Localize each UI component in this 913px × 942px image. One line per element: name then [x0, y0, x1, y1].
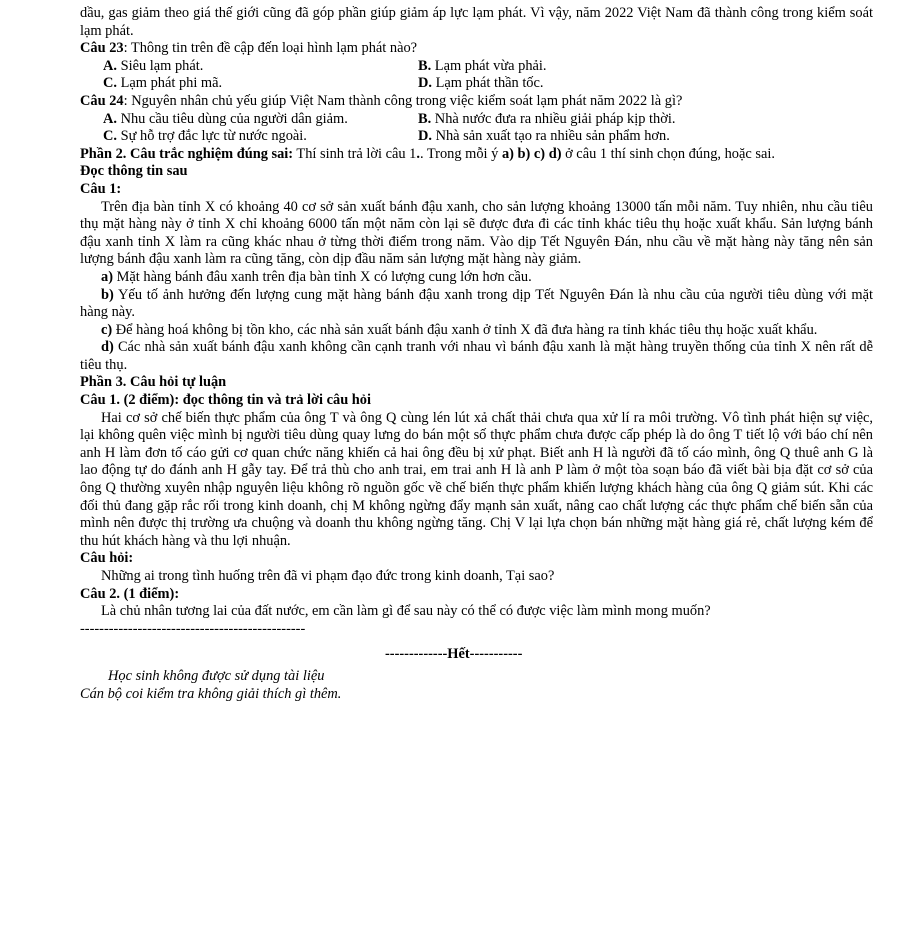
option-key: D.: [418, 128, 432, 145]
question-23-text: : Thông tin trên đề cập đến loại hình lạm phát nào?: [123, 40, 418, 57]
option-key: B.: [418, 110, 432, 127]
option-text: Nhà nước đưa ra nhiều giải pháp kịp thời.: [431, 110, 676, 127]
option-text: Lạm phát thần tốc.: [432, 75, 544, 92]
statement-key: d): [101, 339, 114, 356]
part-2-passage: Trên địa bàn tỉnh X có khoảng 40 cơ sở sản xuất bánh đậu xanh, cho sản lượng khoảng 13000 tấn mỗi năm. Tuy nhiên, nhu cầu tiêu thụ mặt hàng này ở tỉnh X chỉ khoảng 6000 tấn một năm còn lại sẽ được đưa đi các tỉnh khác tiêu thụ hoặc xuất khẩu. Sản lượng bánh đậu xanh tỉnh X làm ra cũng khác nhau ở từng thời điểm trong năm. Vào dịp Tết Nguyên Đán, nhu cầu về mặt hàng này tăng nên sản lượng bánh đậu xanh làm ra cũng tăng, còn dịp đầu năm sản lượng mặt hàng này giảm.: [80, 198, 873, 268]
option-key: C.: [103, 128, 117, 145]
part-3-question-2-heading: Câu 2. (1 điểm):: [80, 585, 180, 602]
option-text: Lạm phát vừa phải.: [431, 57, 547, 74]
q24-option-b[interactable]: [418, 111, 873, 129]
end-marker: -------------Hết-----------: [385, 646, 523, 663]
q23-option-a[interactable]: [80, 58, 418, 76]
option-text: Lạm phát phi mã.: [117, 75, 223, 92]
read-info-heading: Đọc thông tin sau: [80, 163, 188, 180]
q24-option-a[interactable]: [80, 111, 418, 129]
option-text: Sự hỗ trợ đắc lực từ nước ngoài.: [117, 128, 307, 145]
intro-paragraph: dầu, gas giảm theo giá thế giới cũng đã góp phần giúp giảm áp lực lạm phát. Vì vậy, năm 2022 Việt Nam đã thành công trong kiểm soát lạm phát.: [80, 5, 873, 39]
part-3-heading: Phần 3. Câu hỏi tự luận: [80, 374, 227, 391]
part-2-instr: Thí sinh trả lời câu 1: [293, 145, 417, 162]
footer-note-2: Cán bộ coi kiểm tra không giải thích gì thêm.: [80, 685, 342, 702]
q24-option-c[interactable]: [80, 128, 418, 146]
part-3-question-1-heading: Câu 1. (2 điểm): đọc thông tin và trả lời câu hỏi: [80, 392, 371, 409]
q23-options-row-1: [80, 58, 873, 76]
statement-b[interactable]: [80, 287, 873, 322]
part-2-heading: Phần 2. Câu trắc nghiệm đúng sai:: [80, 145, 294, 162]
statement-key: a): [101, 268, 113, 285]
statement-key: b): [101, 286, 114, 303]
part-2-abcd: a) b) c) d): [501, 145, 562, 162]
q23-option-c[interactable]: [80, 75, 418, 93]
statement-c[interactable]: [80, 322, 873, 340]
q24-options-row-1: [80, 111, 873, 129]
question-23-label: Câu 23: [80, 40, 124, 57]
statement-a[interactable]: [80, 269, 873, 287]
option-key: A.: [103, 110, 117, 127]
q23-options-row-2: [80, 75, 873, 93]
option-key: B.: [418, 57, 432, 74]
statement-key: c): [101, 321, 113, 338]
statement-d[interactable]: [80, 339, 873, 374]
part-2-instr: ở câu 1 thí sinh chọn đúng, hoặc sai.: [561, 145, 775, 162]
question-label: Câu hỏi:: [80, 550, 134, 567]
option-key: A.: [103, 57, 117, 74]
statement-text: Yếu tố ảnh hưởng đến lượng cung mặt hàng bánh đậu xanh trong dịp Tết Nguyên Đán là nhu cầu của người tiêu dùng với mặt hàng này.: [80, 286, 873, 321]
statement-text: Các nhà sản xuất bánh đậu xanh không cần cạnh tranh với nhau vì bánh đậu xanh là mặt hàng truyền thống của tỉnh X nên rất dễ tiêu thụ.: [80, 339, 873, 373]
question-23: [80, 40, 873, 58]
statement-text: Mặt hàng bánh đâu xanh trên địa bàn tỉnh X có lượng cung lớn hơn cầu.: [113, 268, 532, 285]
part-2-instr: . Trong mỗi ý: [419, 145, 502, 162]
q23-option-d[interactable]: [418, 75, 873, 93]
part-3-question-2-text: Là chủ nhân tương lai của đất nước, em cần làm gì để sau này có thể có được việc làm mình mong muốn?: [101, 603, 711, 620]
q24-options-row-2: [80, 128, 873, 146]
option-text: Nhu cầu tiêu dùng của người dân giảm.: [117, 110, 348, 127]
footer-note-1: Học sinh không được sử dụng tài liệu: [108, 667, 325, 684]
part-2-instructions: Phần 2. Câu trắc nghiệm đúng sai: Thí sinh trả lời câu 1.. Trong mỗi ý a) b) c) d) ở câu 1 thí sinh chọn đúng, hoặc sai.: [80, 145, 775, 162]
statement-text: Để hàng hoá không bị tồn kho, các nhà sản xuất bánh đậu xanh ở tỉnh X đã đưa hàng ra tỉnh khác tiêu thụ hoặc xuất khẩu.: [112, 321, 818, 338]
dashed-rule: -----------------------------------------------: [80, 620, 306, 637]
question-24: [80, 93, 873, 111]
option-key: D.: [418, 75, 432, 92]
part-3-passage: Hai cơ sở chế biến thực phẩm của ông T và ông Q cùng lén lút xả chất thải chưa qua xử lí ra môi trường. Vô tình phát hiện sự việc, lại không quên việc mình bị người tiêu dùng quay lưng do bán một số thực phẩm chưa được cấp phép là do ông T tiết lộ với báo chí nên anh H làm đơn tố cáo gửi cơ quan chức năng khiến cả hai ông đều bị xử phạt. Biết anh H là người đã tố cáo mình, ông Q thuê anh G là lao động tự do đánh anh H gẫy tay. Để trả thù cho anh trai, em trai anh H là anh P làm ở một tòa soạn báo đã viết bài bịa đặt cơ sở của ông Q thường xuyên nhập nguyên liệu không rõ nguồn gốc về chế biến thực phẩm khiến lượng khách hàng của ông Q giảm sút. Khi các đối thủ đang gặp rắc rối trong kinh doanh, chị M không ngừng đẩy mạnh sản xuất, nâng cao chất lượng các thực phẩm chế biến sẵn của mình nên được thị trường ưa chuộng và doanh thu không ngừng tăng. Chị V lại lựa chọn bán những mặt hàng giá rẻ, chất lượng kém để thu hút khách hàng và thu lợi nhuận.: [80, 409, 873, 549]
question-text: Những ai trong tình huống trên đã vi phạm đạo đức trong kinh doanh, Tại sao?: [101, 568, 555, 584]
option-text: Nhà sản xuất tạo ra nhiều sản phẩm hơn.: [432, 128, 670, 145]
exam-page: [80, 5, 873, 703]
q23-option-b[interactable]: [418, 58, 873, 76]
part-2-question-1-label: Câu 1:: [80, 180, 122, 197]
question-24-label: Câu 24: [80, 92, 124, 109]
q24-option-d[interactable]: [418, 128, 873, 146]
question-24-text: : Nguyên nhân chủ yếu giúp Việt Nam thành công trong việc kiểm soát lạm phát năm 2022 là gì?: [123, 92, 683, 109]
option-key: C.: [103, 75, 117, 92]
option-text: Siêu lạm phát.: [117, 57, 204, 74]
